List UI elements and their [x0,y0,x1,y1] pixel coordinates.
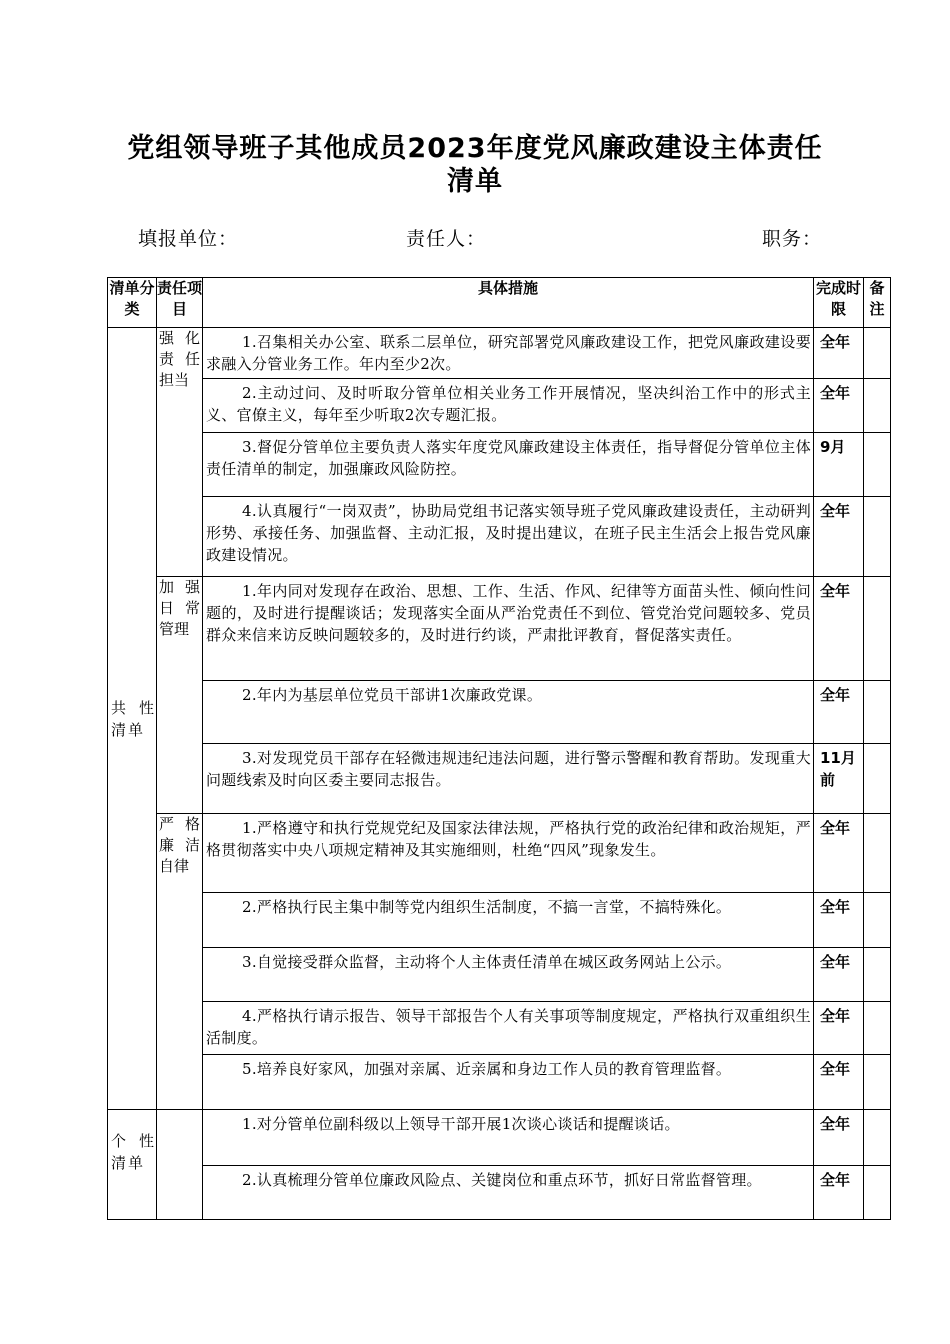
responsibility-table [107,277,891,1220]
note-cell [864,681,891,744]
deadline-cell: 全年 [814,1002,864,1055]
table-row [108,893,891,948]
measure-cell: 1.严格遵守和执行党规党纪及国家法律法规，严格执行党的政治纪律和政治规矩，严格贯彻落实中央八项规定精神及其实施细则，杜绝“四风”现象发生。 [203,814,814,893]
note-cell [864,1002,891,1055]
item-responsibility [157,328,203,577]
deadline-cell: 全年 [814,681,864,744]
measure-cell: 1.召集相关办公室、联系二层单位，研究部署党风廉政建设工作，把党风廉政建设要求融入分管业务工作。年内至少2次。 [203,328,814,379]
table-row [108,1002,891,1055]
note-cell [864,433,891,497]
category-common: 共 性 清单 [108,328,157,1110]
header-category: 清单分类 [108,278,157,328]
note-cell [864,814,891,893]
measure-cell: 2.认真梳理分管单位廉政风险点、关键岗位和重点环节，抓好日常监督管理。 [203,1166,814,1220]
deadline-cell: 11月前 [814,744,864,814]
measure-cell: 2.主动过问、及时听取分管单位相关业务工作开展情况，坚决纠治工作中的形式主义、官僚主义，每年至少听取2次专题汇报。 [203,379,814,433]
table-row [108,379,891,433]
note-cell [864,948,891,1002]
deadline-cell: 全年 [814,1110,864,1166]
unit-label: 填报单位： [138,228,239,250]
measure-cell: 2.严格执行民主集中制等党内组织生活制度，不搞一言堂，不搞特殊化。 [203,893,814,948]
position-label: 职务： [762,228,823,250]
deadline-cell: 全年 [814,379,864,433]
measure-cell: 3.自觉接受群众监督，主动将个人主体责任清单在城区政务网站上公示。 [203,948,814,1002]
measure-cell: 5.培养良好家风，加强对亲属、近亲属和身边工作人员的教育管理监督。 [203,1055,814,1110]
deadline-cell: 全年 [814,814,864,893]
deadline-cell: 全年 [814,577,864,681]
measure-cell: 1.对分管单位副科级以上领导干部开展1次谈心谈话和提醒谈话。 [203,1110,814,1166]
header-item: 责任项目 [157,278,203,328]
deadline-cell: 全年 [814,497,864,577]
header-deadline: 完成时限 [814,278,864,328]
measure-cell: 3.对发现党员干部存在轻微违规违纪违法问题，进行警示警醒和教育帮助。发现重大问题线索及时向区委主要同志报告。 [203,744,814,814]
note-cell [864,328,891,379]
table-row [108,681,891,744]
measure-cell: 3.督促分管单位主要负责人落实年度党风廉政建设主体责任，指导督促分管单位主体责任清单的制定，加强廉政风险防控。 [203,433,814,497]
deadline-cell: 全年 [814,1055,864,1110]
document-title [60,132,890,198]
note-cell [864,1055,891,1110]
measure-cell: 1.年内同对发现存在政治、思想、工作、生活、作风、纪律等方面苗头性、倾向性问题的，及时进行提醒谈话；发现落实全面从严治党责任不到位、管党治党问题较多、党员群众来信来访反映问题较多的，及时进行约谈，严肃批评教育，督促落实责任。 [203,577,814,681]
table-row [108,814,891,893]
note-cell [864,577,891,681]
table-row [108,328,891,379]
table-row [108,577,891,681]
item-responsibility-label: 强化责任担当 [159,329,200,389]
measure-cell: 4.严格执行请示报告、领导干部报告个人有关事项等制度规定，严格执行双重组织生活制度。 [203,1002,814,1055]
category-personal: 个 性 清单 [108,1110,157,1220]
table-row [108,744,891,814]
item-discipline-label: 严格廉洁自律 [159,815,200,875]
note-cell [864,379,891,433]
title-line-2: 清单 [447,166,503,197]
header-measure: 具体措施 [203,278,814,328]
table-row [108,948,891,1002]
note-cell [864,1110,891,1166]
measure-cell: 2.年内为基层单位党员干部讲1次廉政党课。 [203,681,814,744]
measure-cell: 4.认真履行“一岗双责”，协助局党组书记落实领导班子党风廉政建设责任，主动研判形势、承接任务、加强监督、主动汇报，及时提出建议，在班子民主生活会上报告党风廉政建设情况。 [203,497,814,577]
deadline-cell: 全年 [814,1166,864,1220]
table-row [108,1166,891,1220]
item-personal-empty [157,1110,203,1220]
deadline-cell: 9月 [814,433,864,497]
person-label: 责任人： [406,228,487,250]
deadline-cell: 全年 [814,893,864,948]
note-cell [864,744,891,814]
table-row [108,1110,891,1166]
deadline-cell: 全年 [814,328,864,379]
note-cell [864,497,891,577]
item-management [157,577,203,814]
note-cell [864,893,891,948]
item-management-label: 加强日常管理 [159,578,200,638]
header-note: 备注 [864,278,891,328]
table-row [108,1055,891,1110]
note-cell [864,1166,891,1220]
table-row [108,433,891,497]
table-header-row [108,278,891,328]
deadline-cell: 全年 [814,948,864,1002]
table-row [108,497,891,577]
title-line-1: 党组领导班子其他成员2023年度党风廉政建设主体责任 [127,133,823,164]
item-discipline [157,814,203,1110]
